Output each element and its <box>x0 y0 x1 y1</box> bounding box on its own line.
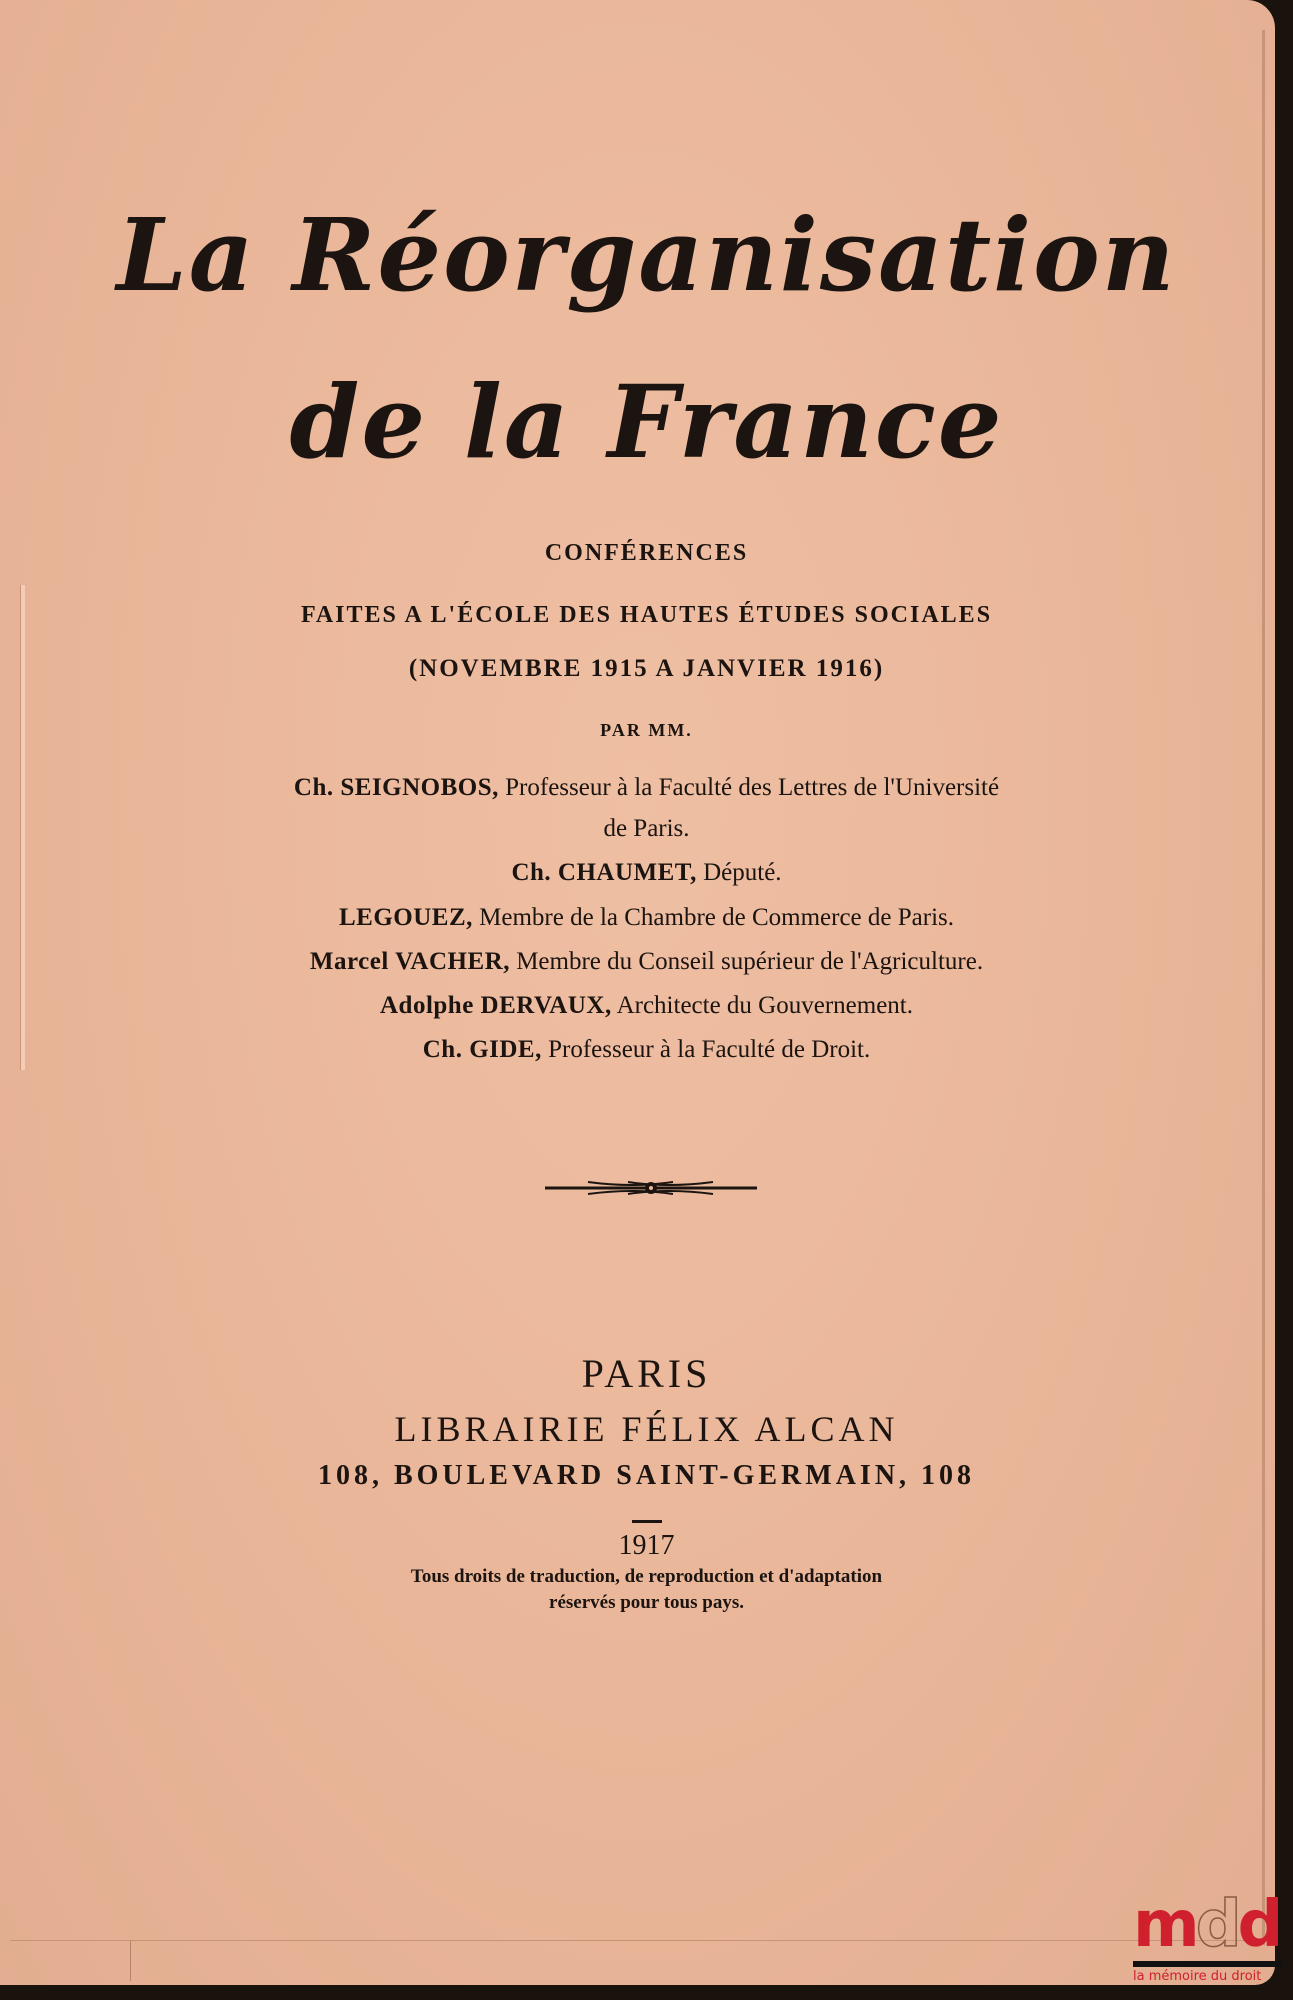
author-chaumet <box>0 857 1293 890</box>
page-bottom-edge <box>10 1940 1275 1981</box>
title-line-1: La Réorganisation <box>116 196 1177 314</box>
author-gide <box>0 1034 1293 1067</box>
rights-line-1: Tous droits de traduction, de reproduction et d'adaptation <box>410 1566 883 1587</box>
author-role: Membre du Conseil supérieur de l'Agriculture. <box>516 948 984 975</box>
author-name: Ch. SEIGNOBOS, <box>293 774 499 801</box>
author-name: Marcel VACHER, <box>309 948 510 975</box>
dates-line: (NOVEMBRE 1915 A JANVIER 1916) <box>408 655 885 682</box>
author-role: Professeur à la Faculté des Lettres de l'Université <box>505 774 1000 801</box>
title-line-2: de la France <box>289 363 1004 481</box>
author-name: Adolphe DERVAUX, <box>379 992 612 1019</box>
author-role: Professeur à la Faculté de Droit. <box>548 1036 871 1063</box>
imprint-city: PARIS <box>581 1351 712 1396</box>
imprint-year: 1917 <box>618 1530 675 1561</box>
author-name: Ch. CHAUMET, <box>511 859 697 886</box>
author-dervaux <box>0 990 1293 1023</box>
author-seignobos <box>0 772 1293 805</box>
rights-line-2: réservés pour tous pays. <box>549 1592 744 1613</box>
author-role: Membre de la Chambre de Commerce de Paris. <box>479 904 954 931</box>
venue-line: FAITES A L'ÉCOLE DES HAUTES ÉTUDES SOCIALES <box>300 602 993 628</box>
imprint-address: 108, BOULEVARD SAINT-GERMAIN, 108 <box>317 1460 976 1491</box>
fleuron-divider-icon <box>543 1178 759 1198</box>
mdd-logo-mark: mdd <box>1133 1888 1280 1962</box>
author-vacher <box>0 946 1293 979</box>
par-label: PAR MM. <box>600 720 693 740</box>
page-edge <box>1262 30 1265 1945</box>
author-seignobos-cont: de Paris. <box>603 815 690 842</box>
conferences-label: CONFÉRENCES <box>544 540 749 566</box>
author-name: LEGOUEZ, <box>339 904 473 931</box>
author-role: Architecte du Gouvernement. <box>616 992 913 1019</box>
author-legouez <box>0 902 1293 935</box>
imprint-publisher: LIBRAIRIE FÉLIX ALCAN <box>394 1409 899 1449</box>
logo-tagline: la mémoire du droit <box>1133 1969 1262 1984</box>
mdd-watermark-logo <box>1133 1888 1288 1984</box>
author-role: Député. <box>703 859 782 886</box>
imprint-rule <box>0 1510 1293 1528</box>
author-name: Ch. GIDE, <box>422 1036 542 1063</box>
